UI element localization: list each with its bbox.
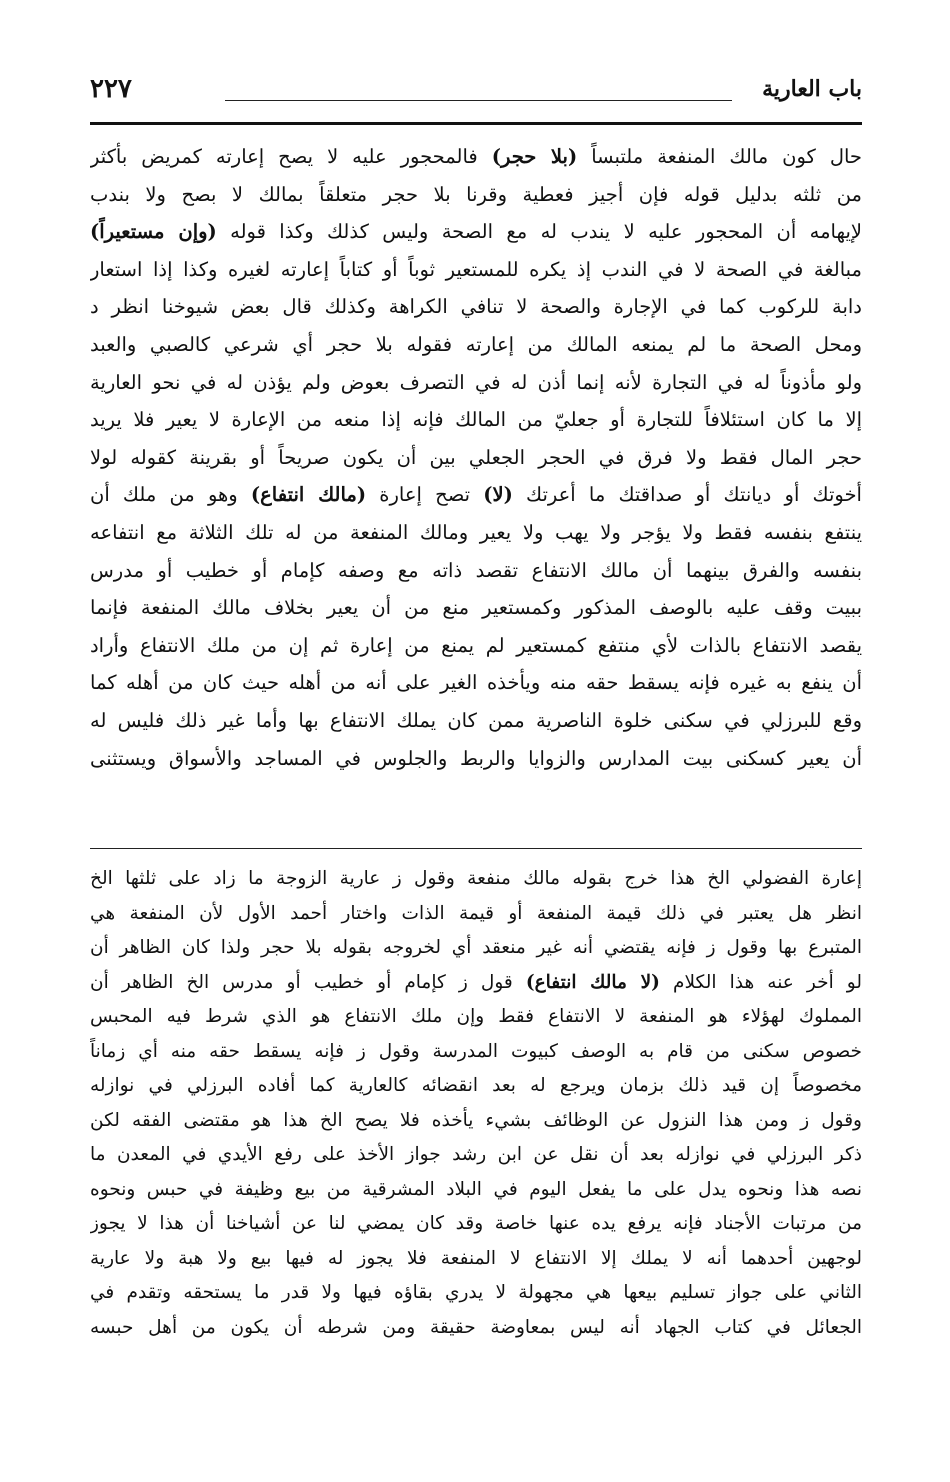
- text-run: من مرتبات الأجناد فإنه يرفع يده عنها خاصة وقد كان يمضي لنا عن أشياخنا أن هذا لا يجوز: [90, 1213, 862, 1234]
- text-run: فالمحجور عليه لا يصح إعارته كمريض بأكثر: [90, 145, 492, 168]
- header-line: [225, 100, 732, 101]
- foot-line: [90, 1104, 862, 1139]
- foot-line: [90, 1276, 862, 1311]
- foot-line: [90, 1173, 862, 1208]
- text-run: إلا ما كان استئلافاً للتجارة أو جعليّ من المالك فإنه إذا منعه من الإعارة لا يعير فلا يريد: [90, 408, 862, 432]
- text-run: قول ز كإمام أو خطيب أو مدرس الخ الظاهر أن: [90, 971, 526, 993]
- main-line: [90, 476, 862, 514]
- text-run: لإيهامه أن المحجور عليه لا يندب له مع الصحة وليس كذلك وكذا قوله: [216, 220, 862, 244]
- text-run: أن يعير كسكنى بيت المدارس والزوايا والربط والجلوس في المساجد والأسواق ويستثنى: [90, 746, 862, 770]
- text-run: انظر هل يعتبر في ذلك قيمة المنفعة أو قيمة الذات واختار أحمد الأول لأن المنفعة هي: [90, 902, 862, 924]
- bold-term: (بلا حجر): [491, 145, 578, 168]
- main-line: [90, 514, 862, 552]
- main-line: [90, 589, 862, 627]
- bold-term: (وإن مستعيراً): [90, 220, 217, 244]
- main-line: [90, 364, 862, 402]
- text-run: ومحل الصحة ما لم يمنعه المالك من إعارته فقوله بلا حجر أي شرعي كالصبي والعبد: [90, 332, 862, 356]
- foot-line: [90, 1138, 862, 1173]
- page-header: [90, 70, 862, 120]
- text-run: المملوك لهؤلاء هو المنفعة لا الانتفاع فقط وإن ملك الانتفاع هو الذي شرط فيه المحبس: [90, 1006, 862, 1027]
- text-run: مبالغة في الصحة لا في الندب إذ يكره للمستعير ثوباً أو كتاباً إعارته لغيره وكذا إذا استعار: [90, 257, 862, 281]
- foot-line: [90, 1035, 862, 1070]
- text-run: وقع للبرزلي في سكنى خلوة الناصرية ممن كان يملك الانتفاع بها وأما غير ذلك فليس له: [90, 708, 862, 732]
- text-run: نصه هذا ونحوه يدل على ما يفعل اليوم في البلاد المشرقية من بيع وظيفة في حبس ونحوه: [90, 1178, 862, 1200]
- foot-line: [90, 931, 862, 966]
- text-run: حال كون مالك المنفعة ملتبساً: [577, 145, 862, 168]
- foot-line: [90, 1242, 862, 1277]
- text-run: تصح إعارة: [366, 483, 484, 507]
- bold-term: (لا): [483, 483, 513, 507]
- text-run: الجعائل في كتاب الجهاد أنه ليس بمعاوضة حقيقة ومن شرطه أن يكون من أهل حبسه: [90, 1316, 862, 1338]
- main-line: [90, 702, 862, 740]
- text-run: ينتفع بنفسه فقط ولا يؤجر ولا يهب ولا يعير ومالك المنفعة من له تلك الثلاثة مع انتفاعه: [90, 520, 862, 544]
- text-run: الثاني على جواز تسليم بيعها هي مجهولة لا يدري بقاؤه فيها ولا قدر ما يستحقه وتقدم في: [90, 1282, 862, 1303]
- chapter-title: باب العارية: [762, 76, 862, 102]
- text-run: ببيت وقف عليه بالوصف المذكور وكمستعير منع من أن يعير بخلاف مالك المنفعة فإنما: [90, 596, 862, 620]
- foot-line: [90, 1207, 862, 1242]
- page-number: ٢٢٧: [90, 74, 132, 104]
- text-run: أن ينفع به غيره فإنه يسقط حقه منه ويأخذه الغير على أنه من أهله حيث كان من أهله كما: [90, 671, 862, 695]
- text-run: بنفسه والفرق بينهما أن مالك الانتفاع تقصد ذاته مع وصفه كإمام أو خطيب أو مدرس: [90, 558, 862, 582]
- main-line: [90, 288, 862, 326]
- main-line: [90, 326, 862, 364]
- foot-line: [90, 1000, 862, 1035]
- footnote-text: [90, 862, 862, 1345]
- main-line: [90, 176, 862, 214]
- text-run: خصوص سكنى من قام به الوصف كبيوت المدرسة وقول ز فإنه يسقط حقه منه أي زماناً: [90, 1040, 862, 1062]
- main-line: [90, 740, 862, 778]
- main-line: [90, 627, 862, 665]
- bold-term: (مالك انتفاع): [250, 483, 367, 507]
- text-run: من ثلثه بدليل قوله فإن أجيز فعطية وقرنا بلا حجر متعلقاً بمالك لا بصح ولا بندب: [90, 182, 862, 206]
- main-text: [90, 138, 862, 777]
- main-line: [90, 664, 862, 702]
- text-run: لو أخر عنه هذا الكلام: [659, 971, 862, 993]
- text-run: دابة للركوب كما في الإجارة والصحة لا تنافي الكراهة وكذلك قال بعض شيوخنا انظر د: [90, 295, 862, 319]
- main-line: [90, 138, 862, 176]
- text-run: وقول ز ومن هذا النزول عن الوظائف بشيء يأخذه فلا يصح الخ هذا هو مقتضى الفقه لكن: [90, 1109, 862, 1131]
- foot-line: [90, 897, 862, 932]
- text-run: ولو مأذوناً له في التجارة لأنه إنما أذن له في التصرف بعوض ولم يؤذن له في نحو العارية: [90, 370, 862, 394]
- header-rule: [90, 122, 862, 125]
- text-run: ذكر البرزلي في نوازله بعد أن نقل عن ابن رشد جواز الأخذ على رفع الأيدي في المعدن ما: [90, 1144, 862, 1165]
- main-line: [90, 552, 862, 590]
- foot-line: [90, 1311, 862, 1346]
- text-run: مخصوصاً إن قيد ذلك بزمان ويرجع له بعد انقضائه كالعارية كما أفاده البرزلي في نوازله: [90, 1075, 862, 1096]
- text-run: إعارة الفضولي الخ هذا خرج بقوله مالك منفعة وقول ز عارية الزوجة ما زاد على ثلثها الخ: [90, 868, 862, 889]
- text-run: حجر المال فقط ولا فرق في الحجر الجعلي بين أن يكون صريحاً أو بقرينة كقوله لولا: [90, 445, 862, 469]
- page: [90, 70, 862, 1470]
- main-line: [90, 213, 862, 251]
- text-run: المتبرع بها وقول ز فإنه يقتضي أنه غير منعقد أي لخروجه بقوله بلا حجر ولذا كان الظاهر أن: [90, 937, 862, 958]
- foot-line: [90, 862, 862, 897]
- foot-line: [90, 1069, 862, 1104]
- foot-line: [90, 966, 862, 1001]
- main-line: [90, 439, 862, 477]
- main-line: [90, 401, 862, 439]
- text-run: وهو من ملك أن: [90, 483, 251, 507]
- text-run: لوجهين أحدهما أنه لا يملك إلا الانتفاع لا المنفعة فلا يجوز له فيها بيع ولا هبة ولا عارية: [90, 1247, 862, 1269]
- text-run: يقصد الانتفاع بالذات لأي منتفع كمستعير لم يمنع من إعارة ثم إن من ملك الانتفاع وأراد: [90, 633, 862, 657]
- text-run: أخوتك أو ديانتك أو صداقتك ما أعرتك: [512, 483, 862, 507]
- footnote-separator: [90, 848, 862, 849]
- main-line: [90, 251, 862, 289]
- bold-term: (لا مالك انتفاع): [525, 971, 660, 993]
